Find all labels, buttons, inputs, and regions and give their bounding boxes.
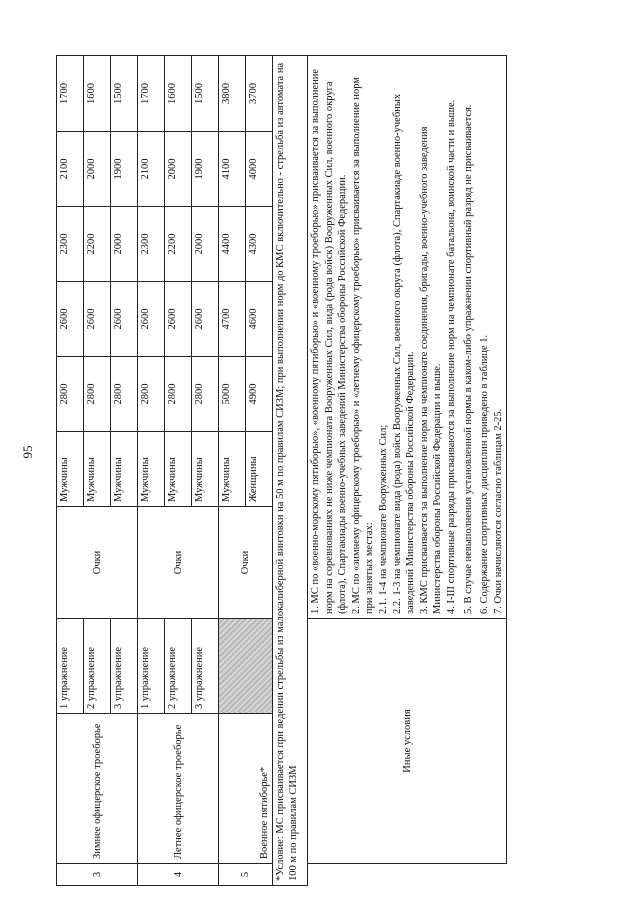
discipline-name: Зимнее офицерское троеборье — [57, 714, 138, 864]
condition-item: 6. Содержание спортивных дисциплин приведено в таблице 1. — [479, 334, 491, 614]
exercise-cell: 1 упражнение — [57, 619, 84, 714]
exercise-cell: 2 упражнение — [165, 619, 192, 714]
exercise-cell: 2 упражнение — [84, 619, 111, 714]
value-cell: 4900 — [246, 357, 273, 432]
group-number: 5 — [219, 864, 273, 886]
conditions-label: Иные условия — [308, 619, 507, 864]
value-cell: 1700 — [138, 56, 165, 132]
unit-cell: Очки — [138, 507, 219, 619]
exercise-cell: 1 упражнение — [138, 619, 165, 714]
value-cell: 3800 — [219, 56, 246, 132]
value-cell: 4700 — [219, 282, 246, 357]
value-cell: 2600 — [111, 282, 138, 357]
value-cell: 4100 — [219, 132, 246, 207]
gender-cell: Мужчины — [192, 432, 219, 507]
discipline-name: Летнее офицерское троеборье — [138, 714, 219, 864]
value-cell: 2800 — [57, 357, 84, 432]
empty-cell — [308, 864, 507, 886]
conditions-notes — [308, 56, 507, 619]
value-cell: 1600 — [84, 56, 111, 132]
value-cell: 2800 — [138, 357, 165, 432]
value-cell: 2800 — [111, 357, 138, 432]
standards-table — [56, 55, 507, 886]
unit-cell: Очки — [219, 507, 273, 619]
rotated-page-content — [56, 56, 611, 886]
value-cell: 1500 — [111, 56, 138, 132]
value-cell: 2600 — [165, 282, 192, 357]
value-cell: 2100 — [138, 132, 165, 207]
value-cell: 2800 — [84, 357, 111, 432]
table-row — [219, 56, 246, 886]
condition-item: 1. МС по «военно-морскому пятиборью», «военному пятиборью» и «военному троеборью» присваивается за выполнение норм на соревнованиях не ниже чемпионата Вооруженных Сил, вида (рода войск) Вооруженных Сил, военного округа (флота), Спартакиады военно-учебных заведений Министерства обороны Российской Федерации. — [310, 68, 349, 614]
condition-item: 2.1. 1-4 на чемпионате Вооруженных Сил; — [377, 424, 389, 614]
unit-cell: Очки — [57, 507, 138, 619]
gender-cell: Мужчины — [111, 432, 138, 507]
value-cell: 1900 — [111, 132, 138, 207]
condition-item: 2.2. 1-3 на чемпионате вида (рода) войск Вооруженных Сил, военного округа (флота), Спартакиаде военно-учебных заведений Министерства обороны Российской Федерации. — [391, 93, 417, 614]
value-cell: 2800 — [192, 357, 219, 432]
value-cell: 2300 — [57, 207, 84, 282]
gender-cell: Мужчины — [138, 432, 165, 507]
value-cell: 4000 — [246, 132, 273, 207]
value-cell: 2600 — [192, 282, 219, 357]
condition-item: 4. I-III спортивные разряды присваиваются за выполнение норм на чемпионате батальона, воинской части и выше. — [445, 99, 457, 614]
value-cell: 2000 — [192, 207, 219, 282]
exercise-cell: 3 упражнение — [192, 619, 219, 714]
shaded-exercise-cell — [219, 619, 273, 714]
gender-cell: Женщины — [246, 432, 273, 507]
value-cell: 2800 — [165, 357, 192, 432]
gender-cell: Мужчины — [165, 432, 192, 507]
value-cell: 4400 — [219, 207, 246, 282]
value-cell: 5000 — [219, 357, 246, 432]
value-cell: 2300 — [138, 207, 165, 282]
value-cell: 2100 — [57, 132, 84, 207]
group-number: 3 — [57, 864, 138, 886]
value-cell: 1500 — [192, 56, 219, 132]
value-cell: 4600 — [246, 282, 273, 357]
value-cell: 2600 — [138, 282, 165, 357]
condition-item: 3. КМС присваивается за выполнение норм на чемпионате соединения, бригады, военно-учебного заведения Министерства обороны Российской Федерации и выше. — [418, 126, 444, 614]
condition-item: 2. МС по «зимнему офицерскому троеборью» и «летнему офицерскому троеборью» присваивается за выполнение норм при занятых местах: — [350, 77, 376, 614]
value-cell: 2000 — [111, 207, 138, 282]
table-row — [57, 56, 84, 886]
value-cell: 3700 — [246, 56, 273, 132]
condition-item: 7. Очки начисляются согласно таблицам 2-25. — [492, 408, 504, 614]
page-number: 95 — [20, 445, 35, 459]
table-row — [138, 56, 165, 886]
value-cell: 2200 — [165, 207, 192, 282]
footnote-text: *Условие: МС присваивается при ведении стрельбы из малокалиберной винтовки на 50 м по правилам СИЗМ; при выполнении норм до КМС включительно - стрельба из автомата на 100 м по правилам СИЗМ — [273, 56, 308, 886]
footnote-row — [273, 56, 308, 886]
value-cell: 4300 — [246, 207, 273, 282]
conditions-row — [308, 56, 507, 886]
value-cell: 2600 — [84, 282, 111, 357]
gender-cell: Мужчины — [219, 432, 246, 507]
value-cell: 1900 — [192, 132, 219, 207]
value-cell: 1700 — [57, 56, 84, 132]
exercise-cell: 3 упражнение — [111, 619, 138, 714]
group-number: 4 — [138, 864, 219, 886]
value-cell: 2000 — [165, 132, 192, 207]
discipline-name: Военное пятиборье* — [219, 714, 273, 864]
value-cell: 2200 — [84, 207, 111, 282]
condition-item: 5. В случае невыполнения установленной нормы в каком-либо упражнении спортивный разряд не присваивается. — [462, 104, 474, 614]
gender-cell: Мужчины — [57, 432, 84, 507]
value-cell: 1600 — [165, 56, 192, 132]
value-cell: 2000 — [84, 132, 111, 207]
gender-cell: Мужчины — [84, 432, 111, 507]
value-cell: 2600 — [57, 282, 84, 357]
